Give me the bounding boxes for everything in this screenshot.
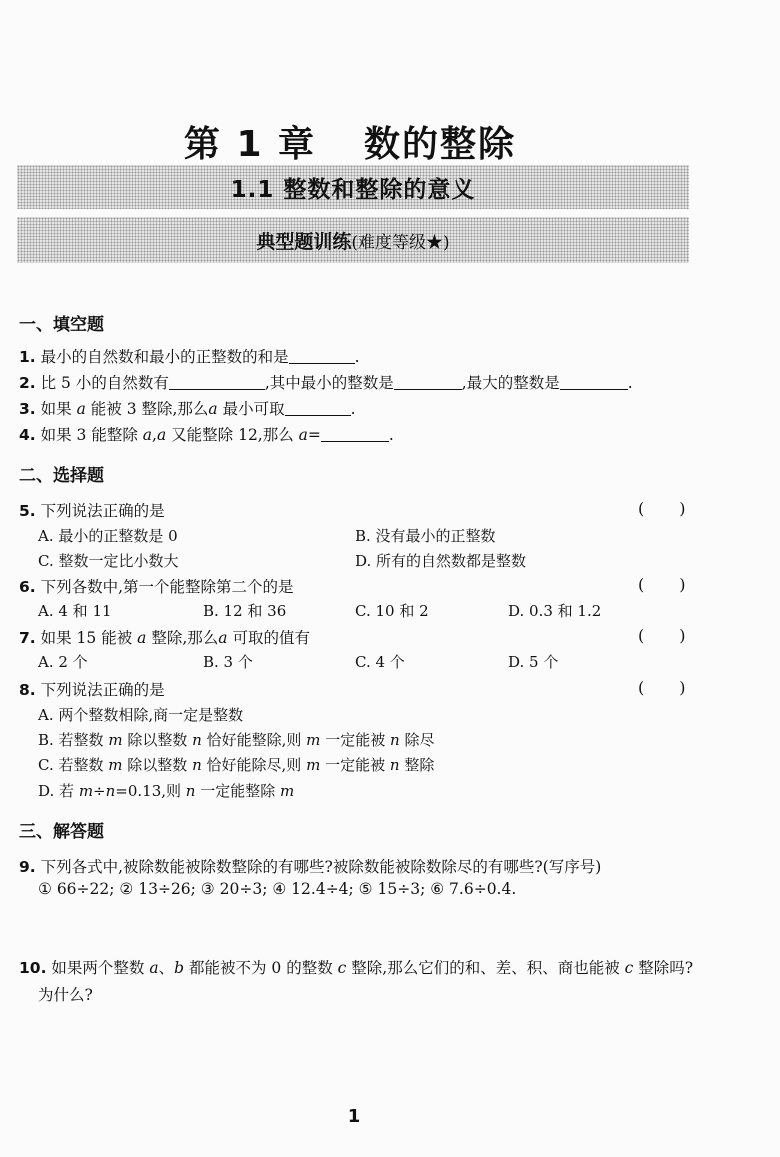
option-c: C. 10 和 2	[355, 602, 429, 620]
section-heading-choice: 二、选择题	[19, 466, 104, 486]
answer-blank[interactable]	[289, 349, 355, 364]
question-10: 10. 如果两个整数 a、b 都能被不为 0 的整数 c 整除,那么它们的和、差、积、商也能被 c 整除吗?	[19, 959, 694, 977]
question-1: 1. 最小的自然数和最小的正整数的和是 .	[19, 348, 360, 366]
answer-blank[interactable]	[321, 427, 389, 442]
difficulty-level: (难度等级★)	[351, 232, 450, 253]
option-a: A. 4 和 11	[38, 602, 112, 620]
option-b: B. 12 和 36	[203, 602, 287, 620]
option-c: C. 整数一定比小数大	[38, 552, 179, 570]
question-9-items: ① 66÷22; ② 13÷26; ③ 20÷3; ④ 12.4÷4; ⑤ 15÷3; ⑥ 7.6÷0.4.	[38, 880, 517, 898]
option-a: A. 两个整数相除,商一定是整数	[38, 706, 244, 724]
chapter-title	[0, 116, 700, 167]
option-b: B. 没有最小的正整数	[355, 527, 496, 545]
answer-parentheses[interactable]: ( )	[638, 575, 687, 594]
option-d: D. 0.3 和 1.2	[508, 602, 602, 620]
question-6: 6. 下列各数中,第一个能整除第二个的是	[19, 578, 294, 596]
answer-parentheses[interactable]: ( )	[638, 499, 687, 518]
option-d: D. 若 m÷n=0.13,则 n 一定能整除 m	[38, 782, 295, 800]
option-a: A. 最小的正整数是 0	[38, 527, 178, 545]
question-9: 9. 下列各式中,被除数能被除数整除的有哪些?被除数能被除数除尽的有哪些?(写序号)	[19, 858, 602, 876]
section-heading-answer: 三、解答题	[19, 822, 104, 842]
page-number: 1	[347, 1106, 361, 1127]
option-c: C. 若整数 m 除以整数 n 恰好能除尽,则 m 一定能被 n 整除	[38, 756, 435, 774]
section-title: 1.1 整数和整除的意义	[230, 176, 476, 203]
difficulty-banner	[17, 217, 689, 263]
option-d: D. 5 个	[508, 653, 559, 671]
option-a: A. 2 个	[38, 653, 88, 671]
option-b: B. 3 个	[203, 653, 253, 671]
section-banner	[17, 165, 689, 209]
question-7: 7. 如果 15 能被 a 整除,那么a 可取的值有	[19, 629, 310, 647]
question-4: 4. 如果 3 能整除 a,a 又能整除 12,那么 a= .	[19, 426, 394, 444]
chapter-label: 第 1 章	[183, 124, 317, 165]
answer-blank[interactable]	[560, 375, 628, 390]
answer-parentheses[interactable]: ( )	[638, 678, 687, 697]
answer-blank[interactable]	[169, 375, 265, 390]
section-heading-fill: 一、填空题	[19, 315, 104, 335]
question-10-line2: 为什么?	[38, 986, 93, 1004]
option-c: C. 4 个	[355, 653, 405, 671]
training-title: 典型题训练(难度等级★)	[256, 230, 450, 253]
answer-blank[interactable]	[285, 401, 351, 416]
question-8: 8. 下列说法正确的是	[19, 681, 165, 699]
answer-blank[interactable]	[394, 375, 462, 390]
option-b: B. 若整数 m 除以整数 n 恰好能整除,则 m 一定能被 n 除尽	[38, 731, 435, 749]
question-3: 3. 如果 a 能被 3 整除,那么a 最小可取 .	[19, 400, 356, 418]
question-2: 2. 比 5 小的自然数有 ,其中最小的整数是 ,最大的整数是 .	[19, 374, 633, 392]
chapter-name: 数的整除	[364, 124, 517, 165]
answer-parentheses[interactable]: ( )	[638, 626, 687, 645]
option-d: D. 所有的自然数都是整数	[355, 552, 527, 570]
question-5: 5. 下列说法正确的是	[19, 502, 165, 520]
